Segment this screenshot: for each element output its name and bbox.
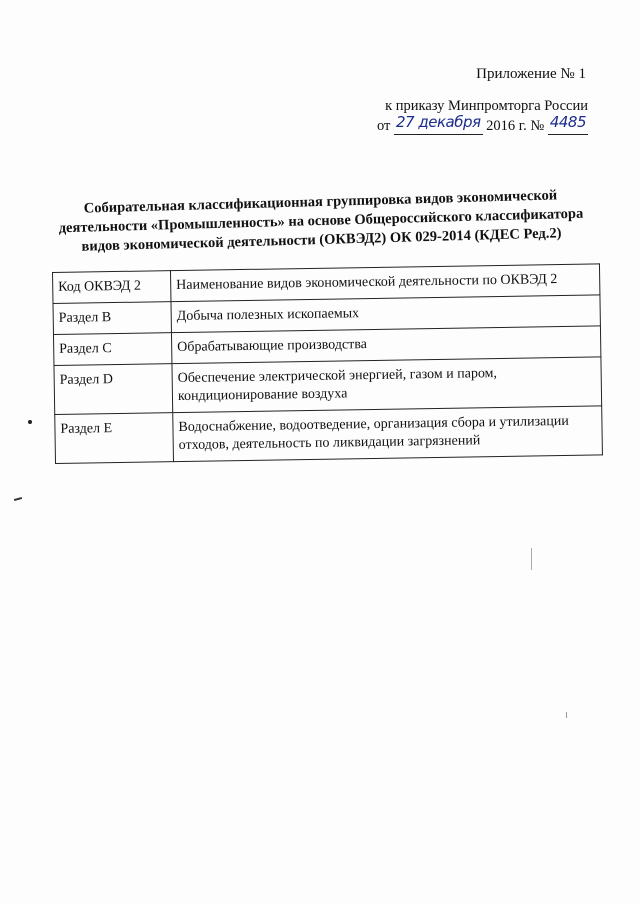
scan-speck-dot [28,420,32,424]
appendix-header [328,64,588,136]
row-code: Раздел D [54,364,173,415]
classification-table-wrapper [52,263,607,464]
row-code: Раздел В [53,302,171,335]
order-reference: к приказу Минпромторга России [385,98,588,114]
scan-artifact-line [531,548,532,570]
row-name: Добыча полезных ископаемых [171,295,600,333]
row-name: Обеспечение электрической энергией, газом и паром, кондиционирование воздуха [172,357,602,413]
scan-speck-tick [14,497,22,501]
handwritten-date: 27 декабря [396,113,481,131]
document-title: Собирательная классификационная группировка видов экономической деятельности «Промышленность» на основе Общероссийского классификатора видов экономической деятельности (ОКВЭД2) ОК 029-2014 (КДЕС Ред.2) [58,187,584,255]
table-row [55,406,603,464]
row-code: Раздел Е [55,413,174,464]
table-row [54,357,602,415]
row-name: Водоснабжение, водоотведение, организация сбора и утилизации отходов, деятельность по ликвидации загрязнений [173,406,603,462]
appendix-label: Приложение № 1 [476,66,586,82]
date-prefix: от [376,118,391,134]
order-date-line [328,113,588,136]
handwritten-number-field [548,113,588,135]
row-name: Обрабатывающие производства [171,326,600,364]
handwritten-date-field [394,113,483,135]
classification-table [52,263,603,464]
scan-artifact-mark [566,712,567,718]
header-name: Наименование видов экономической деятельности по ОКВЭД 2 [170,264,599,302]
date-year: 2016 г. № [486,118,545,134]
row-code: Раздел С [53,333,171,366]
handwritten-number: 4485 [549,113,586,131]
header-code: Код ОКВЭД 2 [53,271,171,304]
